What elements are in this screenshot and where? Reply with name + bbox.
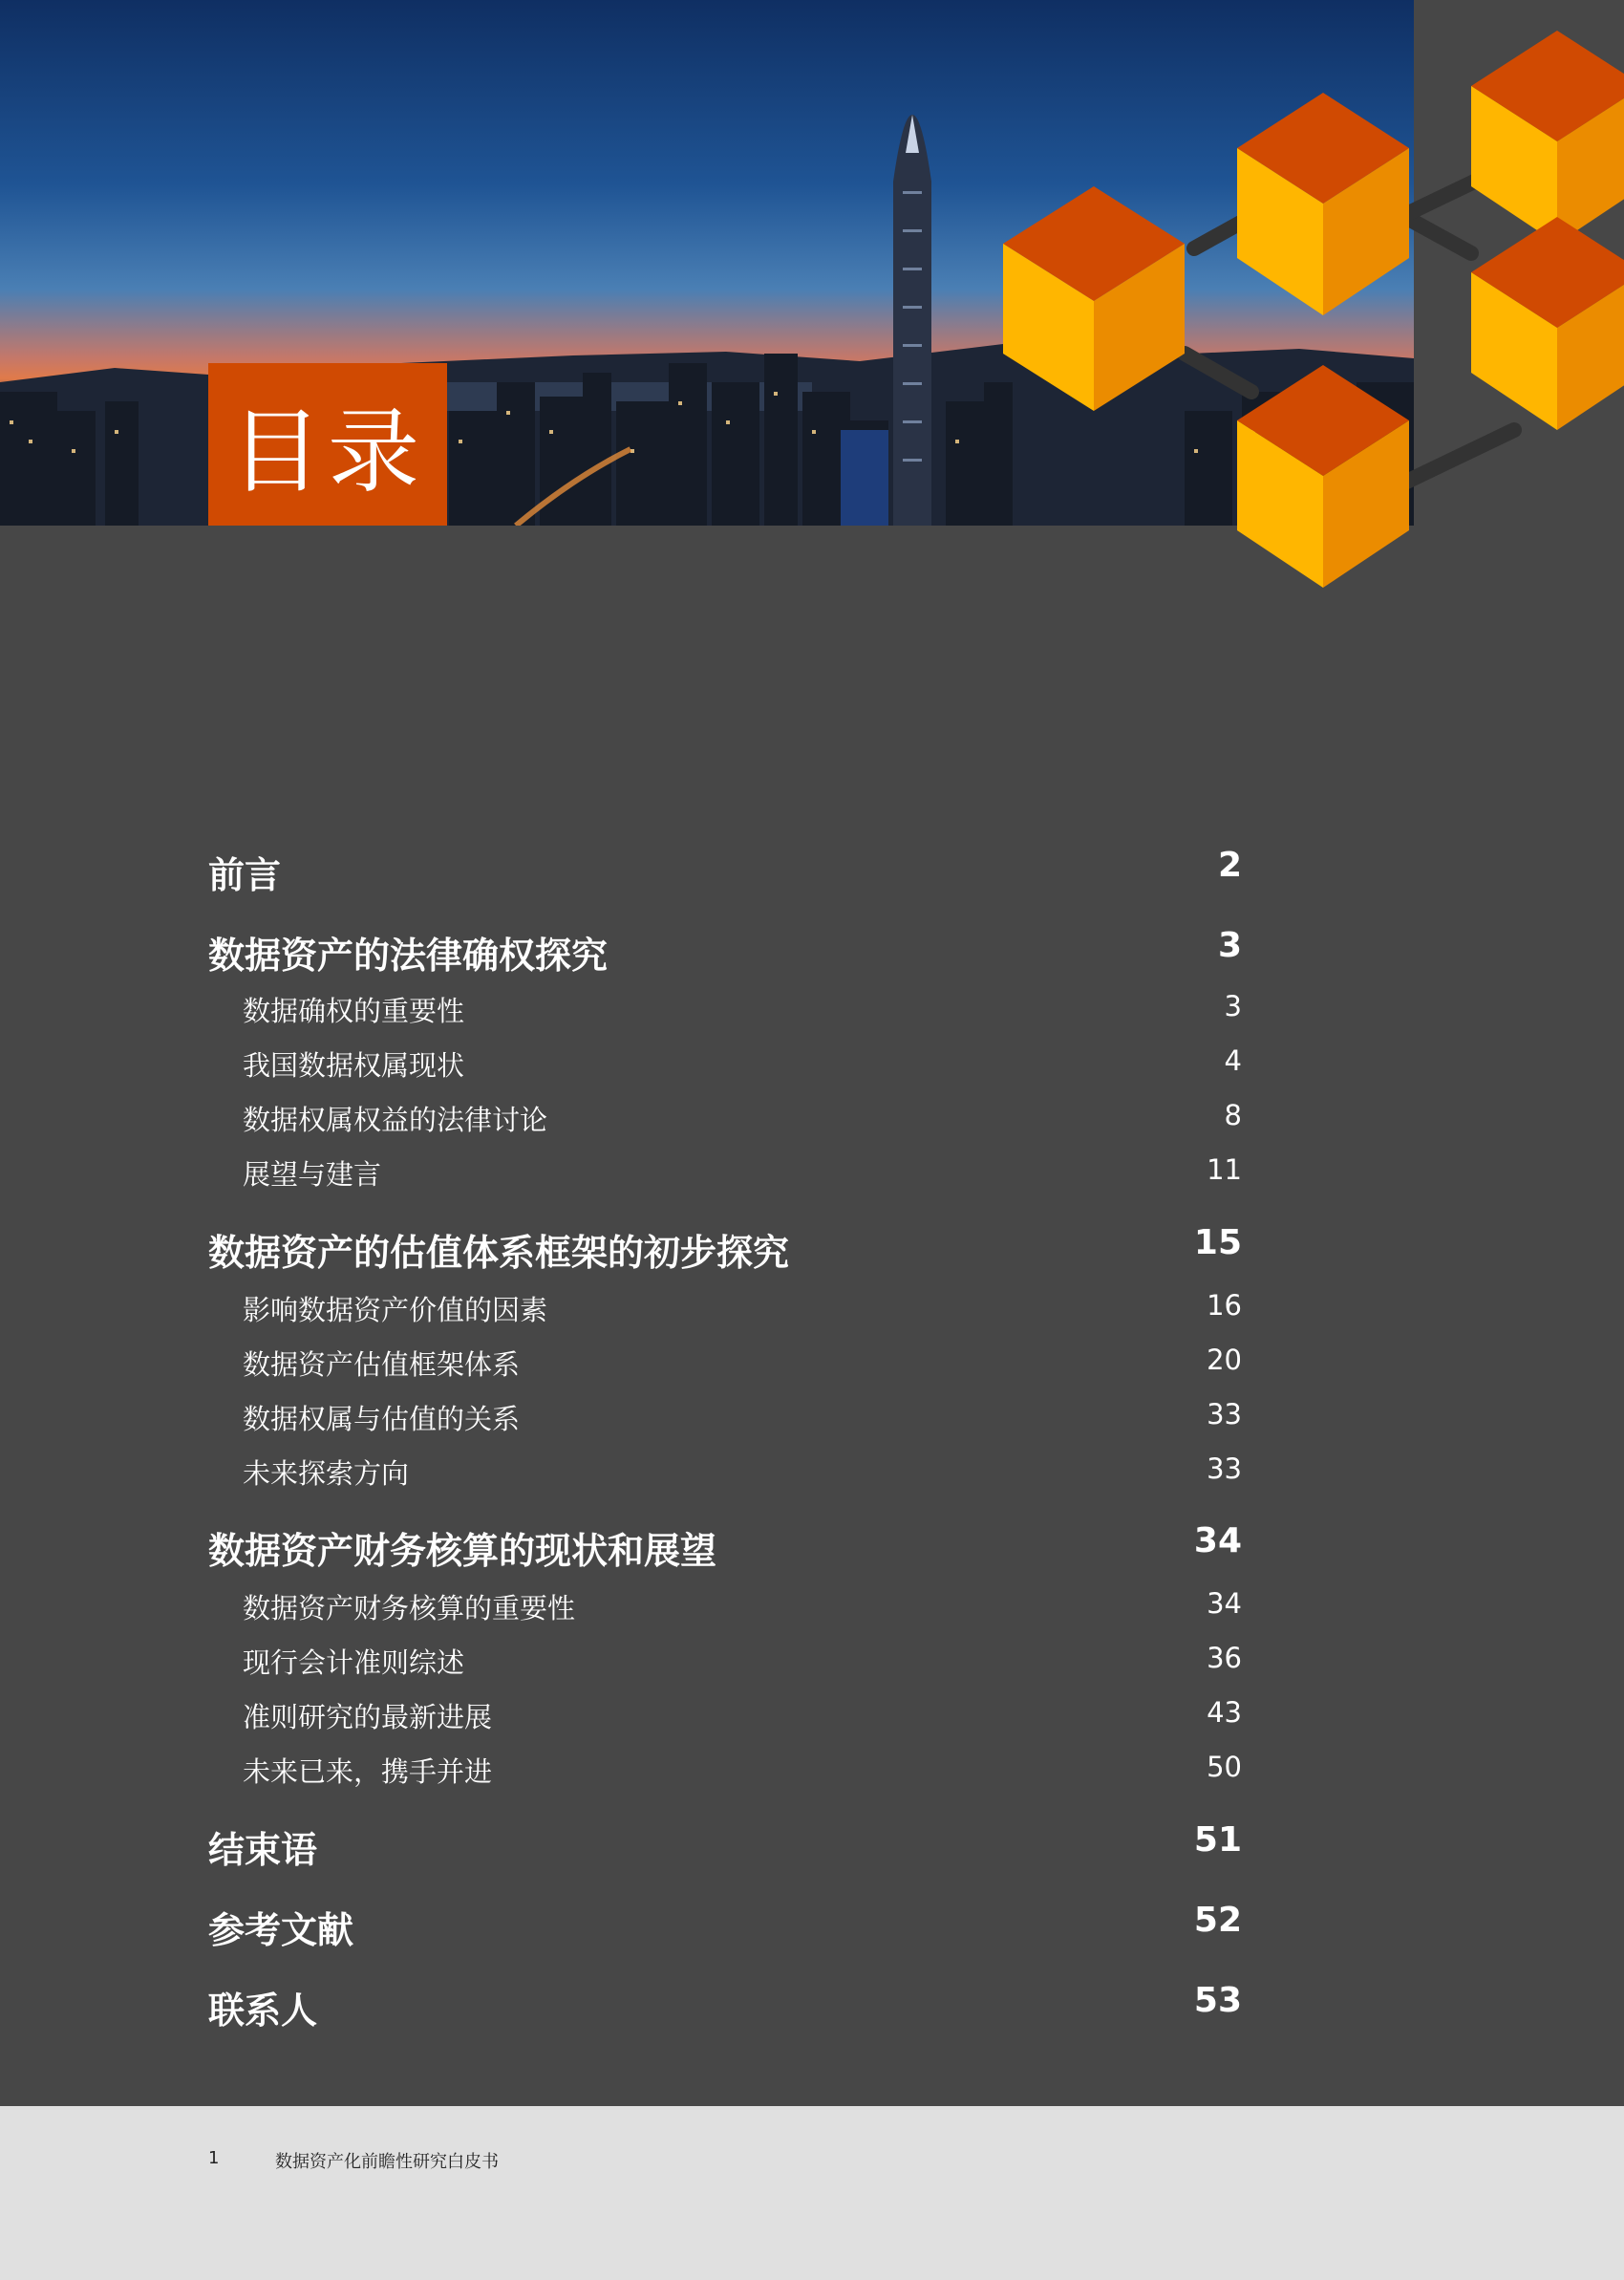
toc-entry-page: 3 [1224, 990, 1242, 1022]
toc-title-box [208, 363, 447, 526]
toc-entry-page: 34 [1193, 1521, 1242, 1560]
page-title: 目录 [230, 398, 425, 505]
toc-entry-label: 联系人 [208, 1990, 318, 2032]
toc-entry-label: 前言 [208, 854, 282, 896]
toc-entry-page: 16 [1207, 1289, 1242, 1322]
cube-top-middle [1237, 93, 1409, 315]
toc-entry-label: 数据权属与估值的关系 [243, 1403, 521, 1435]
toc-entry-label: 数据确权的重要性 [243, 995, 465, 1027]
toc-entry-page: 2 [1217, 846, 1242, 885]
toc-entry-label: 我国数据权属现状 [243, 1049, 465, 1082]
toc-entry-label: 未来已来，携手并进 [243, 1755, 493, 1788]
toc-entry-label: 展望与建言 [243, 1158, 382, 1191]
toc-entry-label: 数据资产的法律确权探究 [208, 935, 609, 977]
toc-entry-label: 未来探索方向 [243, 1457, 410, 1490]
footer-document-title: 数据资产化前瞻性研究白皮书 [275, 2152, 499, 2172]
toc-entry-label: 结束语 [208, 1829, 318, 1871]
toc-entry-page: 52 [1193, 1901, 1242, 1940]
toc-entry-label: 数据资产估值框架体系 [243, 1348, 521, 1381]
toc-entry-label: 数据资产财务核算的现状和展望 [208, 1530, 717, 1572]
toc-entry-page: 43 [1207, 1696, 1242, 1729]
footer-page-number: 1 [208, 2148, 220, 2168]
cube-top-right [1471, 31, 1624, 244]
toc-entry-label: 数据权属权益的法律讨论 [243, 1104, 548, 1136]
cube-left [1003, 186, 1185, 411]
toc-entry-page: 20 [1207, 1344, 1242, 1376]
toc-entry-page: 33 [1207, 1452, 1242, 1485]
blockchain-cubes-graphic [994, 29, 1624, 650]
toc-entry-label: 参考文献 [208, 1909, 354, 1951]
toc-entry-label: 影响数据资产价值的因素 [243, 1294, 548, 1326]
toc-entry-page: 53 [1193, 1981, 1242, 2020]
toc-entry-page: 36 [1207, 1642, 1242, 1674]
toc-entry-page: 33 [1207, 1398, 1242, 1430]
toc-entry-page: 11 [1207, 1153, 1242, 1186]
toc-entry-page: 8 [1224, 1099, 1242, 1131]
page-footer [0, 2106, 1624, 2280]
toc-entry-page: 50 [1207, 1751, 1242, 1783]
toc-entry-page: 51 [1193, 1820, 1242, 1860]
toc-entry-label: 数据资产财务核算的重要性 [243, 1592, 576, 1624]
toc-entry-page: 3 [1217, 926, 1242, 965]
toc-entry-label: 现行会计准则综述 [243, 1646, 465, 1679]
cube-middle-right [1471, 217, 1624, 430]
toc-entry-page: 34 [1207, 1587, 1242, 1620]
toc-entry-label: 准则研究的最新进展 [243, 1701, 493, 1733]
toc-entry-page: 4 [1224, 1044, 1242, 1077]
toc-entry-page: 15 [1193, 1223, 1242, 1262]
cube-bottom-middle [1237, 365, 1409, 588]
toc-entry-label: 数据资产的估值体系框架的初步探究 [208, 1232, 790, 1274]
